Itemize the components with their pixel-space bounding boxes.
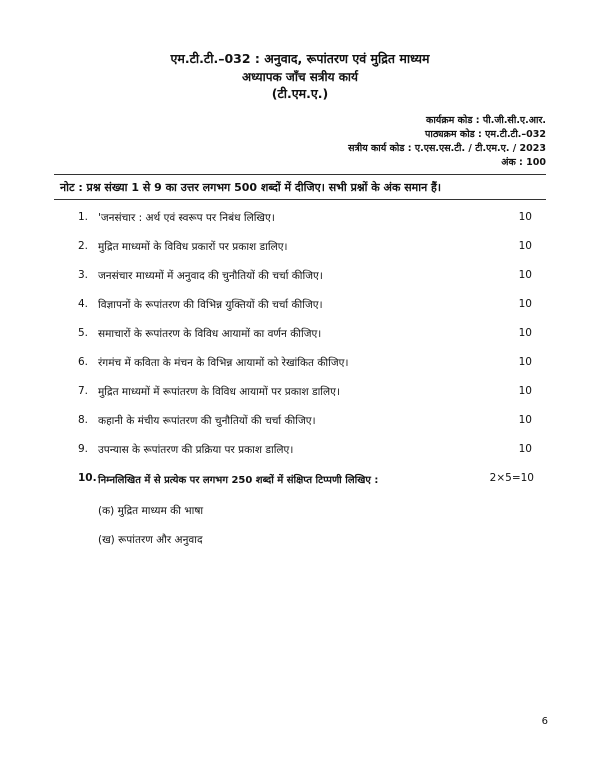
question-number: 6. [78, 356, 89, 368]
question-text: मुद्रित माध्यमों में रूपांतरण के विविध आयामों पर प्रकाश डालिए। [98, 386, 340, 398]
question-text: 'जनसंचार : अर्थ एवं स्वरूप पर निबंध लिखिए। [98, 212, 275, 224]
question-number: 7. [78, 385, 89, 397]
programme-code: कार्यक्रम कोड : पी.जी.सी.ए.आर. [426, 115, 546, 126]
question-number: 3. [78, 269, 89, 281]
question-number: 10. [78, 472, 97, 484]
question-marks: 10 [518, 240, 532, 252]
question-text: जनसंचार माध्यमों में अनुवाद की चुनौतियों की चर्चा कीजिए। [98, 270, 323, 282]
question-text: कहानी के मंचीय रूपांतरण की चुनौतियों की चर्चा कीजिए। [98, 415, 316, 427]
question-item [0, 269, 600, 285]
question-item [0, 385, 600, 401]
question-marks: 10 [518, 443, 532, 455]
document-subtitle: अध्यापक जाँच सत्रीय कार्य [241, 70, 359, 84]
divider-bottom [54, 199, 546, 200]
question-number: 1. [78, 211, 89, 223]
course-code: पाठ्यक्रम कोड : एम.टी.टी.–032 [425, 129, 546, 140]
question-marks: 10 [518, 414, 532, 426]
instruction-note: नोट : प्रश्न संख्या 1 से 9 का उत्तर लगभग 500 शब्दों में दीजिए। सभी प्रश्नों के अंक समान हैं। [60, 181, 442, 194]
question-marks: 10 [518, 298, 532, 310]
question-item [0, 414, 600, 430]
question-number: 8. [78, 414, 89, 426]
question-text: निम्नलिखित में से प्रत्येक पर लगभग 250 शब्दों में संक्षिप्त टिप्पणी लिखिए : [98, 475, 379, 486]
document-short-title: (टी.एम.ए.) [271, 86, 329, 101]
question-item [0, 327, 600, 343]
question-number: 4. [78, 298, 89, 310]
assignment-code: सत्रीय कार्य कोड : ए.एस.एस.टी. / टी.एम.ए. / 2023 [348, 143, 546, 154]
question-number: 2. [78, 240, 89, 252]
question-marks: 10 [518, 327, 532, 339]
divider-top [54, 174, 546, 175]
document-title: एम.टी.टी.–032 : अनुवाद, रूपांतरण एवं मुद्रित माध्यम [170, 51, 430, 66]
question-item [0, 356, 600, 372]
question-item [0, 443, 600, 459]
question-item [0, 240, 600, 256]
question-text: समाचारों के रूपांतरण के विविध आयामों का वर्णन कीजिए। [98, 328, 322, 340]
question-marks: 10 [518, 385, 532, 397]
sub-item: (ख) रूपांतरण और अनुवाद [98, 534, 203, 546]
question-text: विज्ञापनों के रूपांतरण की विभिन्न युक्तियों की चर्चा कीजिए। [98, 299, 323, 311]
question-item [0, 211, 600, 227]
question-text: मुद्रित माध्यमों के विविध प्रकारों पर प्रकाश डालिए। [98, 241, 288, 253]
total-marks: अंक : 100 [501, 157, 546, 168]
sub-item: (क) मुद्रित माध्यम की भाषा [98, 505, 204, 517]
question-item [0, 472, 600, 488]
question-text: रंगमंच में कविता के मंचन के विभिन्न आयामों को रेखांकित कीजिए। [98, 357, 349, 369]
question-marks: 10 [518, 269, 532, 281]
question-text: उपन्यास के रूपांतरण की प्रक्रिया पर प्रकाश डालिए। [98, 444, 294, 456]
question-item [0, 298, 600, 314]
question-number: 9. [78, 443, 89, 455]
question-marks: 10 [518, 211, 532, 223]
question-marks: 2×5=10 [489, 472, 534, 484]
page-number: 6 [541, 716, 548, 727]
question-number: 5. [78, 327, 89, 339]
question-marks: 10 [518, 356, 532, 368]
